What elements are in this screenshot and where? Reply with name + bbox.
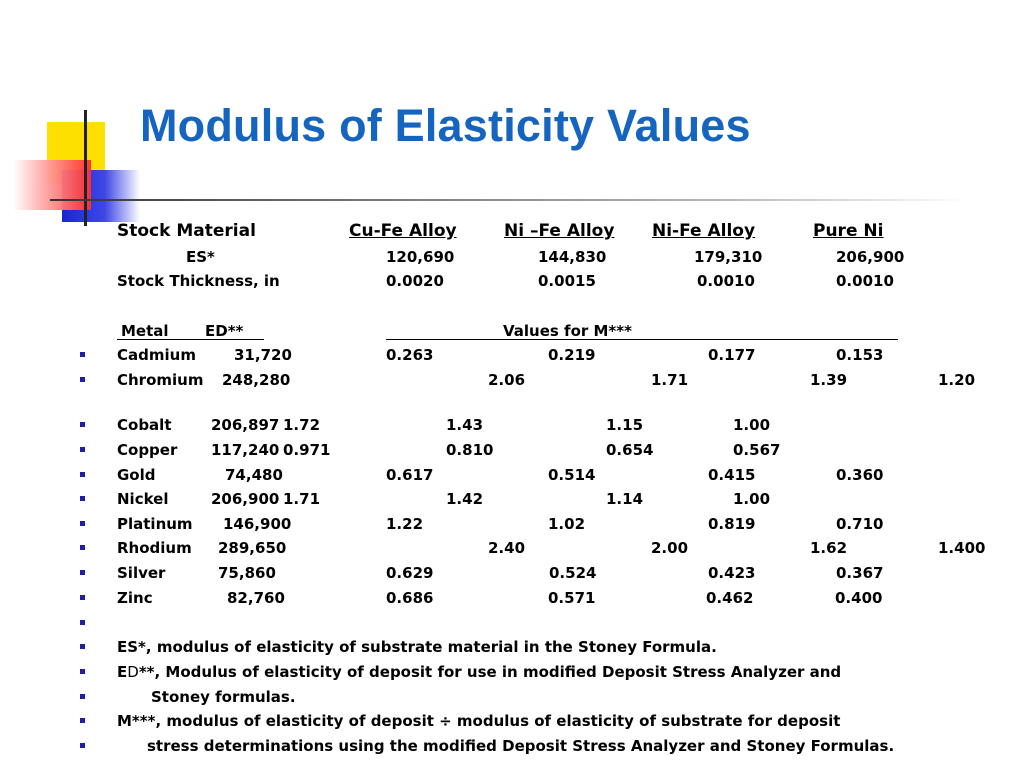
- metal-ed: 289,650: [218, 539, 287, 557]
- metal-m-1: 0.810: [446, 441, 494, 459]
- metal-name: Nickel: [117, 490, 169, 508]
- metal-m-1: 1.71: [651, 371, 689, 389]
- metal-m-3: 1.20: [938, 371, 976, 389]
- thickness-value-1: 0.0015: [538, 272, 596, 290]
- metal-m-3: 0.400: [835, 589, 883, 607]
- bullet-icon: [80, 377, 85, 382]
- metal-name: Chromium: [117, 371, 204, 389]
- metal-m-3: 0.360: [836, 466, 884, 484]
- metal-ed: 82,760: [227, 589, 285, 607]
- metal-m-0: 0.617: [386, 466, 434, 484]
- metal-m-2: 0.177: [708, 346, 756, 364]
- footnote-m: M***, modulus of elasticity of deposit ÷ modulus of elasticity of substrate for deposit: [117, 712, 841, 730]
- ed-header: ED**: [205, 322, 244, 340]
- footnote-ed-sub: D: [127, 663, 139, 681]
- decor-red-square: [13, 160, 91, 210]
- thickness-value-3: 0.0010: [836, 272, 894, 290]
- metal-m-0: 1.72: [283, 416, 321, 434]
- metal-m-1: 1.02: [548, 515, 586, 533]
- metal-m-3: 1.00: [733, 416, 771, 434]
- thickness-value-2: 0.0010: [697, 272, 755, 290]
- footnote-ed-continued: Stoney formulas.: [151, 688, 296, 706]
- bullet-icon: [80, 422, 85, 427]
- metal-m-3: 1.00: [733, 490, 771, 508]
- bullet-icon: [80, 496, 85, 501]
- metal-m-3: 0.367: [836, 564, 884, 582]
- bullet-icon: [80, 669, 85, 674]
- footnote-es: ES*, modulus of elasticity of substrate material in the Stoney Formula.: [117, 638, 717, 656]
- bullet-icon: [80, 352, 85, 357]
- metal-name: Platinum: [117, 515, 193, 533]
- bullet-icon: [80, 620, 85, 625]
- metal-ed: 146,900: [223, 515, 292, 533]
- metal-name: Gold: [117, 466, 156, 484]
- metal-ed: 206,900: [211, 490, 280, 508]
- metal-name: Cobalt: [117, 416, 172, 434]
- values-header-rule: [386, 339, 898, 340]
- metal-m-3: 0.153: [836, 346, 884, 364]
- metal-ed: 117,240: [211, 441, 280, 459]
- metal-m-1: 0.524: [549, 564, 597, 582]
- alloy-header-cu-fe: Cu-Fe Alloy: [349, 221, 457, 241]
- metal-m-0: 0.686: [386, 589, 434, 607]
- es-value-1: 144,830: [538, 248, 607, 266]
- stock-material-header: Stock Material: [117, 221, 256, 241]
- alloy-header-ni-fe-1: Ni –Fe Alloy: [504, 221, 615, 241]
- footnote-m-continued: stress determinations using the modified Deposit Stress Analyzer and Stoney Formulas.: [147, 737, 895, 755]
- metal-m-2: 0.654: [606, 441, 654, 459]
- metal-m-0: 2.40: [488, 539, 526, 557]
- metal-name: Rhodium: [117, 539, 192, 557]
- bullet-icon: [80, 570, 85, 575]
- metal-name: Copper: [117, 441, 178, 459]
- metal-m-0: 1.22: [386, 515, 424, 533]
- metal-m-3: 1.400: [938, 539, 986, 557]
- alloy-header-ni-fe-2: Ni-Fe Alloy: [652, 221, 756, 241]
- metal-m-0: 1.71: [283, 490, 321, 508]
- metal-m-2: 1.15: [606, 416, 644, 434]
- footnote-ed-rest: **, Modulus of elasticity of deposit for use in modified Deposit Stress Analyzer and: [138, 663, 842, 681]
- metal-m-3: 0.567: [733, 441, 781, 459]
- metal-m-1: 1.43: [446, 416, 484, 434]
- metal-m-3: 0.710: [836, 515, 884, 533]
- metal-m-0: 0.629: [386, 564, 434, 582]
- metal-m-2: 1.39: [810, 371, 848, 389]
- metal-m-2: 1.62: [810, 539, 848, 557]
- es-value-3: 206,900: [836, 248, 905, 266]
- decor-horizontal-line: [50, 199, 970, 201]
- metal-ed: 248,280: [222, 371, 291, 389]
- metal-ed: 31,720: [234, 346, 292, 364]
- metal-m-1: 0.571: [548, 589, 596, 607]
- bullet-icon: [80, 545, 85, 550]
- metal-name: Zinc: [117, 589, 153, 607]
- alloy-header-pure-ni: Pure Ni: [813, 221, 884, 241]
- metal-ed: 206,897: [211, 416, 280, 434]
- decor-vertical-line: [84, 110, 87, 226]
- metal-m-2: 0.423: [708, 564, 756, 582]
- thickness-label: Stock Thickness, in: [117, 272, 280, 290]
- metal-m-2: 0.462: [706, 589, 754, 607]
- metal-m-2: 1.14: [606, 490, 644, 508]
- metal-m-1: 0.514: [548, 466, 596, 484]
- metal-m-1: 0.219: [548, 346, 596, 364]
- bullet-icon: [80, 472, 85, 477]
- metal-name: Cadmium: [117, 346, 196, 364]
- metal-name: Silver: [117, 564, 166, 582]
- footnote-ed-prefix: E: [117, 663, 128, 681]
- bullet-icon: [80, 694, 85, 699]
- bullet-icon: [80, 644, 85, 649]
- metal-m-0: 0.971: [283, 441, 331, 459]
- es-label: ES*: [186, 248, 215, 266]
- metal-m-2: 0.819: [708, 515, 756, 533]
- values-header: Values for M***: [503, 322, 632, 340]
- metal-m-2: 0.415: [708, 466, 756, 484]
- bullet-icon: [80, 595, 85, 600]
- metal-m-0: 2.06: [488, 371, 526, 389]
- bullet-icon: [80, 521, 85, 526]
- bullet-icon: [80, 743, 85, 748]
- bullet-icon: [80, 718, 85, 723]
- metal-m-1: 1.42: [446, 490, 484, 508]
- metal-m-1: 2.00: [651, 539, 689, 557]
- es-value-2: 179,310: [694, 248, 763, 266]
- metal-ed: 74,480: [225, 466, 283, 484]
- bullet-icon: [80, 447, 85, 452]
- metal-ed: 75,860: [218, 564, 276, 582]
- metal-m-0: 0.263: [386, 346, 434, 364]
- metal-header: Metal: [121, 322, 169, 340]
- footnote-ed: [117, 663, 841, 681]
- slide-title: Modulus of Elasticity Values: [140, 100, 751, 151]
- es-value-0: 120,690: [386, 248, 455, 266]
- thickness-value-0: 0.0020: [386, 272, 444, 290]
